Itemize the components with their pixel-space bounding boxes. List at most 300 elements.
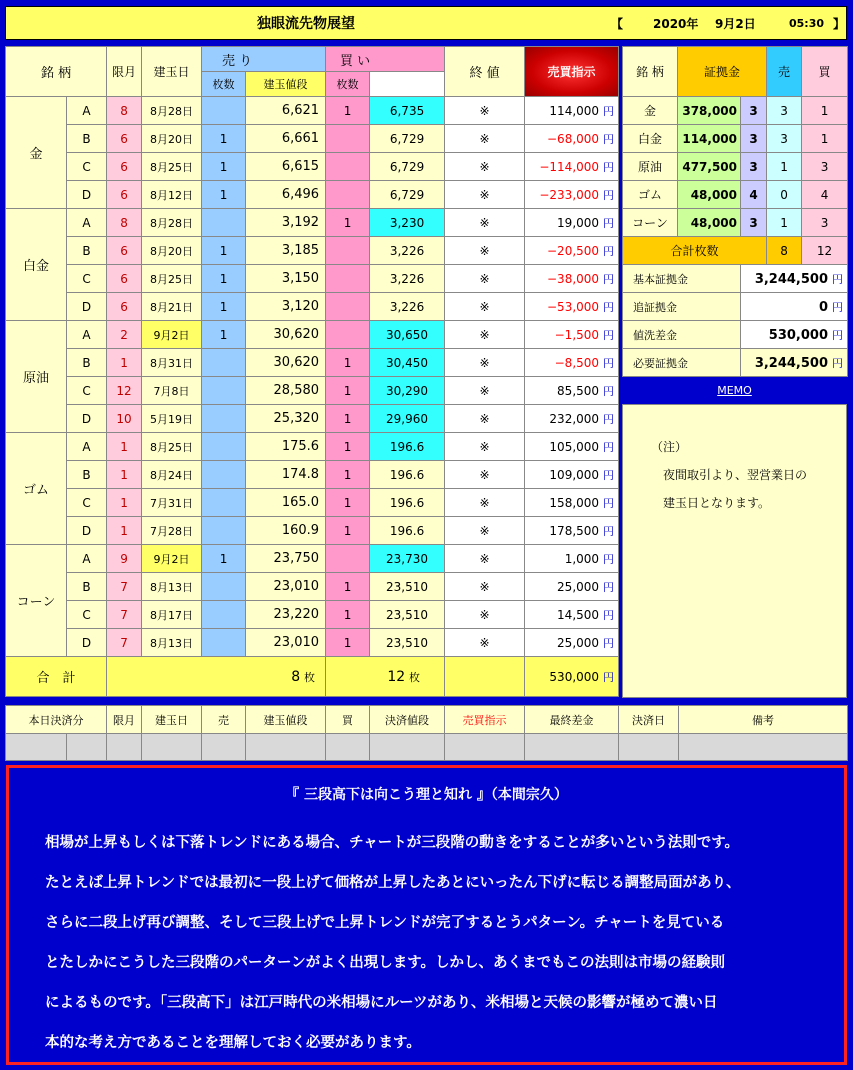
table-row bbox=[6, 517, 619, 545]
margin-row bbox=[623, 209, 848, 237]
order-mark[interactable]: ※ bbox=[445, 321, 525, 349]
order-mark[interactable]: ※ bbox=[445, 489, 525, 517]
summary-label: 必要証拠金 bbox=[623, 349, 741, 377]
contract-month: 1 bbox=[107, 349, 142, 377]
contract-month: 1 bbox=[107, 517, 142, 545]
quote-line: 本的な考え方であることを理解しておく必要があります。 bbox=[45, 1035, 421, 1051]
margin-brand: コーン bbox=[623, 209, 678, 237]
slot-label: B bbox=[67, 461, 107, 489]
positions-table bbox=[5, 46, 619, 697]
order-mark[interactable]: ※ bbox=[445, 125, 525, 153]
quote-title: 『 三段高下は向こう理と知れ 』（本間宗久） bbox=[285, 787, 568, 803]
order-mark[interactable]: ※ bbox=[445, 573, 525, 601]
memo-line: 夜間取引より、翌営業日の bbox=[651, 468, 808, 482]
sell-count: 1 bbox=[202, 321, 246, 349]
summary-value bbox=[741, 349, 848, 377]
buy-count: 1 bbox=[326, 349, 370, 377]
header-buy-count: 枚数 bbox=[326, 72, 370, 97]
order-mark[interactable]: ※ bbox=[445, 181, 525, 209]
count-unit: 枚 bbox=[304, 670, 316, 684]
open-price: 25,320 bbox=[246, 405, 326, 433]
slot-label: D bbox=[67, 181, 107, 209]
diff-amount bbox=[525, 237, 619, 265]
contract-month: 6 bbox=[107, 293, 142, 321]
year: 2020年 bbox=[653, 17, 699, 31]
close-price: 29,960 bbox=[370, 405, 445, 433]
open-price: 23,220 bbox=[246, 601, 326, 629]
buy-count: 1 bbox=[326, 433, 370, 461]
margin-total-label: 合計枚数 bbox=[623, 237, 767, 265]
side-header-buy: 買 bbox=[802, 47, 848, 97]
yen-unit: 円 bbox=[603, 496, 615, 510]
diff-amount bbox=[525, 601, 619, 629]
table-row bbox=[6, 489, 619, 517]
order-mark[interactable]: ※ bbox=[445, 209, 525, 237]
buy-count: 1 bbox=[326, 405, 370, 433]
buy-count bbox=[326, 293, 370, 321]
buy-count: 1 bbox=[326, 97, 370, 125]
yen-unit: 円 bbox=[603, 412, 615, 426]
margin-row bbox=[623, 97, 848, 125]
diff-amount-value: 178,500 bbox=[549, 523, 600, 538]
summary-row bbox=[623, 321, 848, 349]
contract-month: 2 bbox=[107, 321, 142, 349]
open-price: 3,120 bbox=[246, 293, 326, 321]
close-price: 196.6 bbox=[370, 433, 445, 461]
memo-link[interactable]: MEMO bbox=[717, 384, 752, 397]
open-price: 6,615 bbox=[246, 153, 326, 181]
settle-cell[interactable] bbox=[142, 734, 202, 761]
summary-value bbox=[741, 265, 848, 293]
margin-buy-count: 4 bbox=[802, 181, 848, 209]
diff-amount-value: −8,500 bbox=[554, 355, 600, 370]
order-mark[interactable]: ※ bbox=[445, 601, 525, 629]
contract-month: 7 bbox=[107, 573, 142, 601]
buy-count: 1 bbox=[326, 573, 370, 601]
buy-count: 1 bbox=[326, 601, 370, 629]
margin-brand: ゴム bbox=[623, 181, 678, 209]
quote-line: 相場が上昇もしくは下落トレンドにある場合、チャートが三段階の動きをすることが多いという法則です。 bbox=[45, 835, 740, 851]
yen-unit: 円 bbox=[603, 524, 615, 538]
open-date: 8月12日 bbox=[142, 181, 202, 209]
margin-row bbox=[623, 125, 848, 153]
sell-count: 1 bbox=[202, 181, 246, 209]
slot-label: B bbox=[67, 237, 107, 265]
table-row bbox=[6, 433, 619, 461]
title-bar bbox=[5, 6, 847, 40]
buy-count bbox=[326, 265, 370, 293]
quote-line: とたしかにこうした三段階のパーターンがよく出現します。しかし、あくまでもこの法則は市場の経験則 bbox=[45, 955, 726, 971]
yen-unit: 円 bbox=[603, 636, 615, 650]
margin-total-row bbox=[623, 237, 848, 265]
margin-header-row bbox=[623, 47, 848, 97]
margin-brand: 白金 bbox=[623, 125, 678, 153]
buy-count bbox=[326, 181, 370, 209]
margin-table bbox=[622, 46, 848, 377]
order-mark[interactable]: ※ bbox=[445, 629, 525, 657]
margin-sell-count: 0 bbox=[767, 181, 802, 209]
open-price: 23,010 bbox=[246, 629, 326, 657]
order-mark[interactable]: ※ bbox=[445, 405, 525, 433]
diff-amount bbox=[525, 125, 619, 153]
order-mark[interactable]: ※ bbox=[445, 461, 525, 489]
open-date: 8月25日 bbox=[142, 433, 202, 461]
quote-panel bbox=[6, 765, 847, 1065]
brand-name: ゴム bbox=[6, 433, 67, 545]
page-title: 独眼流先物展望 bbox=[257, 16, 355, 32]
yen-unit: 円 bbox=[603, 216, 615, 230]
close-price: 3,226 bbox=[370, 265, 445, 293]
close-price: 3,226 bbox=[370, 293, 445, 321]
yen-unit: 円 bbox=[603, 188, 615, 202]
open-date: 8月24日 bbox=[142, 461, 202, 489]
table-row bbox=[6, 181, 619, 209]
open-date: 8月20日 bbox=[142, 125, 202, 153]
yen-unit: 円 bbox=[603, 608, 615, 622]
header-order: 売買指示 bbox=[525, 47, 619, 97]
settle-header-today: 本日決済分 bbox=[6, 706, 107, 734]
order-mark[interactable]: ※ bbox=[445, 293, 525, 321]
order-mark[interactable]: ※ bbox=[445, 97, 525, 125]
open-price: 6,661 bbox=[246, 125, 326, 153]
diff-amount-value: 232,000 bbox=[549, 411, 600, 426]
order-mark[interactable]: ※ bbox=[445, 237, 525, 265]
slot-label: C bbox=[67, 489, 107, 517]
order-mark[interactable]: ※ bbox=[445, 153, 525, 181]
settle-cell[interactable] bbox=[202, 734, 246, 761]
buy-count bbox=[326, 545, 370, 573]
open-date: 8月21日 bbox=[142, 293, 202, 321]
open-price: 165.0 bbox=[246, 489, 326, 517]
diff-amount bbox=[525, 629, 619, 657]
open-date: 8月31日 bbox=[142, 349, 202, 377]
settle-cell[interactable] bbox=[370, 734, 445, 761]
yen-unit: 円 bbox=[603, 552, 615, 566]
total-buy-value: 12 bbox=[387, 668, 406, 685]
table-row bbox=[6, 209, 619, 237]
margin-buy-count: 1 bbox=[802, 97, 848, 125]
yen-unit: 円 bbox=[603, 468, 615, 482]
open-date: 7月28日 bbox=[142, 517, 202, 545]
slot-label: A bbox=[67, 433, 107, 461]
open-date: 7月8日 bbox=[142, 377, 202, 405]
buy-count: 1 bbox=[326, 461, 370, 489]
settle-cell[interactable] bbox=[525, 734, 619, 761]
settle-cell[interactable] bbox=[445, 734, 525, 761]
buy-count bbox=[326, 321, 370, 349]
memo-line: 建玉日となります。 bbox=[651, 496, 771, 510]
summary-row bbox=[623, 293, 848, 321]
contract-month: 1 bbox=[107, 433, 142, 461]
header-buy: 買 い bbox=[326, 47, 445, 72]
diff-amount-value: −114,000 bbox=[539, 159, 600, 174]
contract-month: 7 bbox=[107, 601, 142, 629]
summary-amount: 0 bbox=[818, 299, 829, 315]
count-unit: 枚 bbox=[409, 670, 421, 684]
diff-amount bbox=[525, 153, 619, 181]
diff-amount-value: −38,000 bbox=[547, 271, 600, 286]
sell-count: 1 bbox=[202, 237, 246, 265]
table-row bbox=[6, 629, 619, 657]
side-header-brand: 銘 柄 bbox=[623, 47, 678, 97]
contract-month: 10 bbox=[107, 405, 142, 433]
memo-panel bbox=[622, 404, 847, 698]
sell-count bbox=[202, 461, 246, 489]
table-row bbox=[6, 321, 619, 349]
sell-count: 1 bbox=[202, 293, 246, 321]
margin-row bbox=[623, 181, 848, 209]
margin-multiplier: 3 bbox=[741, 209, 767, 237]
yen-unit: 円 bbox=[603, 160, 615, 174]
open-date: 8月25日 bbox=[142, 265, 202, 293]
table-row bbox=[6, 293, 619, 321]
summary-value bbox=[741, 293, 848, 321]
sell-count bbox=[202, 349, 246, 377]
yen-unit: 円 bbox=[603, 328, 615, 342]
table-row bbox=[6, 405, 619, 433]
margin-total-sell: 8 bbox=[767, 237, 802, 265]
sell-count bbox=[202, 377, 246, 405]
table-row bbox=[6, 265, 619, 293]
diff-amount-value: 105,000 bbox=[549, 439, 600, 454]
total-buy bbox=[326, 657, 445, 697]
side-header-margin: 証拠金 bbox=[678, 47, 767, 97]
diff-amount bbox=[525, 405, 619, 433]
settlement-input-row bbox=[6, 734, 848, 761]
yen-unit: 円 bbox=[832, 272, 844, 286]
open-price: 6,496 bbox=[246, 181, 326, 209]
diff-amount-value: 1,000 bbox=[564, 551, 600, 566]
yen-unit: 円 bbox=[603, 356, 615, 370]
open-date: 8月28日 bbox=[142, 209, 202, 237]
order-mark[interactable]: ※ bbox=[445, 265, 525, 293]
buy-count: 1 bbox=[326, 629, 370, 657]
settle-cell[interactable] bbox=[246, 734, 326, 761]
order-mark[interactable]: ※ bbox=[445, 517, 525, 545]
settle-header-open-date: 建玉日 bbox=[142, 706, 202, 734]
quote-line: さらに二段上げ再び調整、そして三段上げで上昇トレンドが完了するとうパターン。チャートを見ている bbox=[45, 915, 725, 931]
table-row bbox=[6, 97, 619, 125]
header-month: 限月 bbox=[107, 47, 142, 97]
header-close: 終 値 bbox=[445, 47, 525, 97]
bracket-close: 】 bbox=[833, 17, 846, 31]
settle-header-open-price: 建玉値段 bbox=[246, 706, 326, 734]
close-price: 3,230 bbox=[370, 209, 445, 237]
margin-multiplier: 3 bbox=[741, 97, 767, 125]
slot-label: A bbox=[67, 321, 107, 349]
summary-label: 追証拠金 bbox=[623, 293, 741, 321]
margin-amount: 48,000 bbox=[678, 181, 741, 209]
settle-cell[interactable] bbox=[326, 734, 370, 761]
summary-amount: 530,000 bbox=[768, 327, 829, 343]
table-row bbox=[6, 573, 619, 601]
slot-label: C bbox=[67, 265, 107, 293]
date: 9月2日 bbox=[715, 17, 756, 31]
settlement-table bbox=[5, 705, 848, 761]
table-row bbox=[6, 125, 619, 153]
order-mark[interactable]: ※ bbox=[445, 433, 525, 461]
buy-count bbox=[326, 237, 370, 265]
margin-row bbox=[623, 153, 848, 181]
close-price: 6,729 bbox=[370, 125, 445, 153]
diff-amount bbox=[525, 293, 619, 321]
settlement-header-row bbox=[6, 706, 848, 734]
contract-month: 6 bbox=[107, 181, 142, 209]
margin-sell-count: 3 bbox=[767, 97, 802, 125]
header-sell: 売 り bbox=[202, 47, 326, 72]
diff-amount-value: 25,000 bbox=[557, 579, 600, 594]
contract-month: 6 bbox=[107, 237, 142, 265]
diff-amount-value: −68,000 bbox=[547, 131, 600, 146]
sell-count: 1 bbox=[202, 545, 246, 573]
summary-row bbox=[623, 349, 848, 377]
summary-label: 基本証拠金 bbox=[623, 265, 741, 293]
settle-cell[interactable] bbox=[107, 734, 142, 761]
slot-label: A bbox=[67, 545, 107, 573]
close-price: 23,510 bbox=[370, 601, 445, 629]
contract-month: 8 bbox=[107, 209, 142, 237]
contract-month: 6 bbox=[107, 265, 142, 293]
buy-count bbox=[326, 153, 370, 181]
order-mark[interactable]: ※ bbox=[445, 349, 525, 377]
close-price: 30,450 bbox=[370, 349, 445, 377]
diff-amount-value: 158,000 bbox=[549, 495, 600, 510]
sell-count bbox=[202, 209, 246, 237]
diff-amount bbox=[525, 517, 619, 545]
open-price: 30,620 bbox=[246, 321, 326, 349]
diff-amount-value: 109,000 bbox=[549, 467, 600, 482]
yen-unit: 円 bbox=[603, 670, 615, 684]
open-date: 9月2日 bbox=[142, 321, 202, 349]
settle-header-buy: 買 bbox=[326, 706, 370, 734]
close-price: 6,729 bbox=[370, 153, 445, 181]
margin-sell-count: 1 bbox=[767, 209, 802, 237]
margin-total-buy: 12 bbox=[802, 237, 848, 265]
open-date: 5月19日 bbox=[142, 405, 202, 433]
table-row bbox=[6, 153, 619, 181]
side-header-sell: 売 bbox=[767, 47, 802, 97]
sell-count bbox=[202, 517, 246, 545]
close-price: 196.6 bbox=[370, 517, 445, 545]
contract-month: 6 bbox=[107, 125, 142, 153]
diff-amount bbox=[525, 489, 619, 517]
total-diff bbox=[525, 657, 619, 697]
contract-month: 9 bbox=[107, 545, 142, 573]
buy-count: 1 bbox=[326, 489, 370, 517]
open-date: 8月17日 bbox=[142, 601, 202, 629]
margin-brand: 金 bbox=[623, 97, 678, 125]
diff-amount bbox=[525, 97, 619, 125]
brand-name: 金 bbox=[6, 97, 67, 209]
quote-line: によるものです。「三段高下」は江戸時代の米相場にルーツがあり、米相場と天候の影響が極めて濃い日 bbox=[45, 995, 718, 1011]
diff-amount-value: 25,000 bbox=[557, 635, 600, 650]
brand-name: 白金 bbox=[6, 209, 67, 321]
diff-amount-value: −233,000 bbox=[539, 187, 600, 202]
close-price: 196.6 bbox=[370, 461, 445, 489]
header-sell-count: 枚数 bbox=[202, 72, 246, 97]
table-row bbox=[6, 545, 619, 573]
diff-amount bbox=[525, 265, 619, 293]
open-price: 6,621 bbox=[246, 97, 326, 125]
time: 05:30 bbox=[789, 17, 825, 30]
margin-sell-count: 3 bbox=[767, 125, 802, 153]
slot-label: D bbox=[67, 517, 107, 545]
yen-unit: 円 bbox=[603, 132, 615, 146]
header-open-price: 建玉値段 bbox=[246, 72, 326, 97]
table-row bbox=[6, 237, 619, 265]
margin-buy-count: 3 bbox=[802, 209, 848, 237]
settle-header-sell: 売 bbox=[202, 706, 246, 734]
yen-unit: 円 bbox=[603, 580, 615, 594]
diff-amount bbox=[525, 433, 619, 461]
open-price: 3,192 bbox=[246, 209, 326, 237]
close-price: 6,729 bbox=[370, 181, 445, 209]
yen-unit: 円 bbox=[603, 384, 615, 398]
open-date: 8月13日 bbox=[142, 573, 202, 601]
yen-unit: 円 bbox=[832, 356, 844, 370]
contract-month: 1 bbox=[107, 461, 142, 489]
sell-count: 1 bbox=[202, 265, 246, 293]
order-mark[interactable]: ※ bbox=[445, 377, 525, 405]
settle-cell[interactable] bbox=[679, 734, 848, 761]
slot-label: C bbox=[67, 377, 107, 405]
buy-count: 1 bbox=[326, 517, 370, 545]
open-date: 8月28日 bbox=[142, 97, 202, 125]
contract-month: 6 bbox=[107, 153, 142, 181]
margin-multiplier: 4 bbox=[741, 181, 767, 209]
diff-amount bbox=[525, 321, 619, 349]
close-price: 23,510 bbox=[370, 573, 445, 601]
summary-label: 値洗差金 bbox=[623, 321, 741, 349]
diff-amount-value: 19,000 bbox=[557, 215, 600, 230]
buy-count: 1 bbox=[326, 209, 370, 237]
buy-count bbox=[326, 125, 370, 153]
slot-label: B bbox=[67, 125, 107, 153]
sell-count bbox=[202, 573, 246, 601]
slot-label: A bbox=[67, 209, 107, 237]
open-date: 7月31日 bbox=[142, 489, 202, 517]
open-date: 8月13日 bbox=[142, 629, 202, 657]
settle-cell[interactable] bbox=[619, 734, 679, 761]
open-date: 8月25日 bbox=[142, 153, 202, 181]
header-open-date: 建玉日 bbox=[142, 47, 202, 97]
order-mark[interactable]: ※ bbox=[445, 545, 525, 573]
memo-line: （注） bbox=[651, 440, 688, 454]
slot-label: B bbox=[67, 349, 107, 377]
open-price: 3,185 bbox=[246, 237, 326, 265]
slot-label: B bbox=[67, 573, 107, 601]
slot-label: D bbox=[67, 629, 107, 657]
diff-amount-value: 14,500 bbox=[557, 607, 600, 622]
contract-month: 1 bbox=[107, 489, 142, 517]
diff-amount bbox=[525, 461, 619, 489]
open-price: 23,010 bbox=[246, 573, 326, 601]
yen-unit: 円 bbox=[603, 440, 615, 454]
total-blank bbox=[445, 657, 525, 697]
sell-count bbox=[202, 433, 246, 461]
diff-amount-value: 114,000 bbox=[549, 103, 600, 118]
close-price: 6,735 bbox=[370, 97, 445, 125]
settle-cell[interactable] bbox=[67, 734, 107, 761]
diff-amount-value: −1,500 bbox=[554, 327, 600, 342]
sell-count bbox=[202, 629, 246, 657]
summary-row bbox=[623, 265, 848, 293]
margin-amount: 378,000 bbox=[678, 97, 741, 125]
diff-amount bbox=[525, 181, 619, 209]
settle-cell[interactable] bbox=[6, 734, 67, 761]
open-price: 3,150 bbox=[246, 265, 326, 293]
close-price: 30,290 bbox=[370, 377, 445, 405]
